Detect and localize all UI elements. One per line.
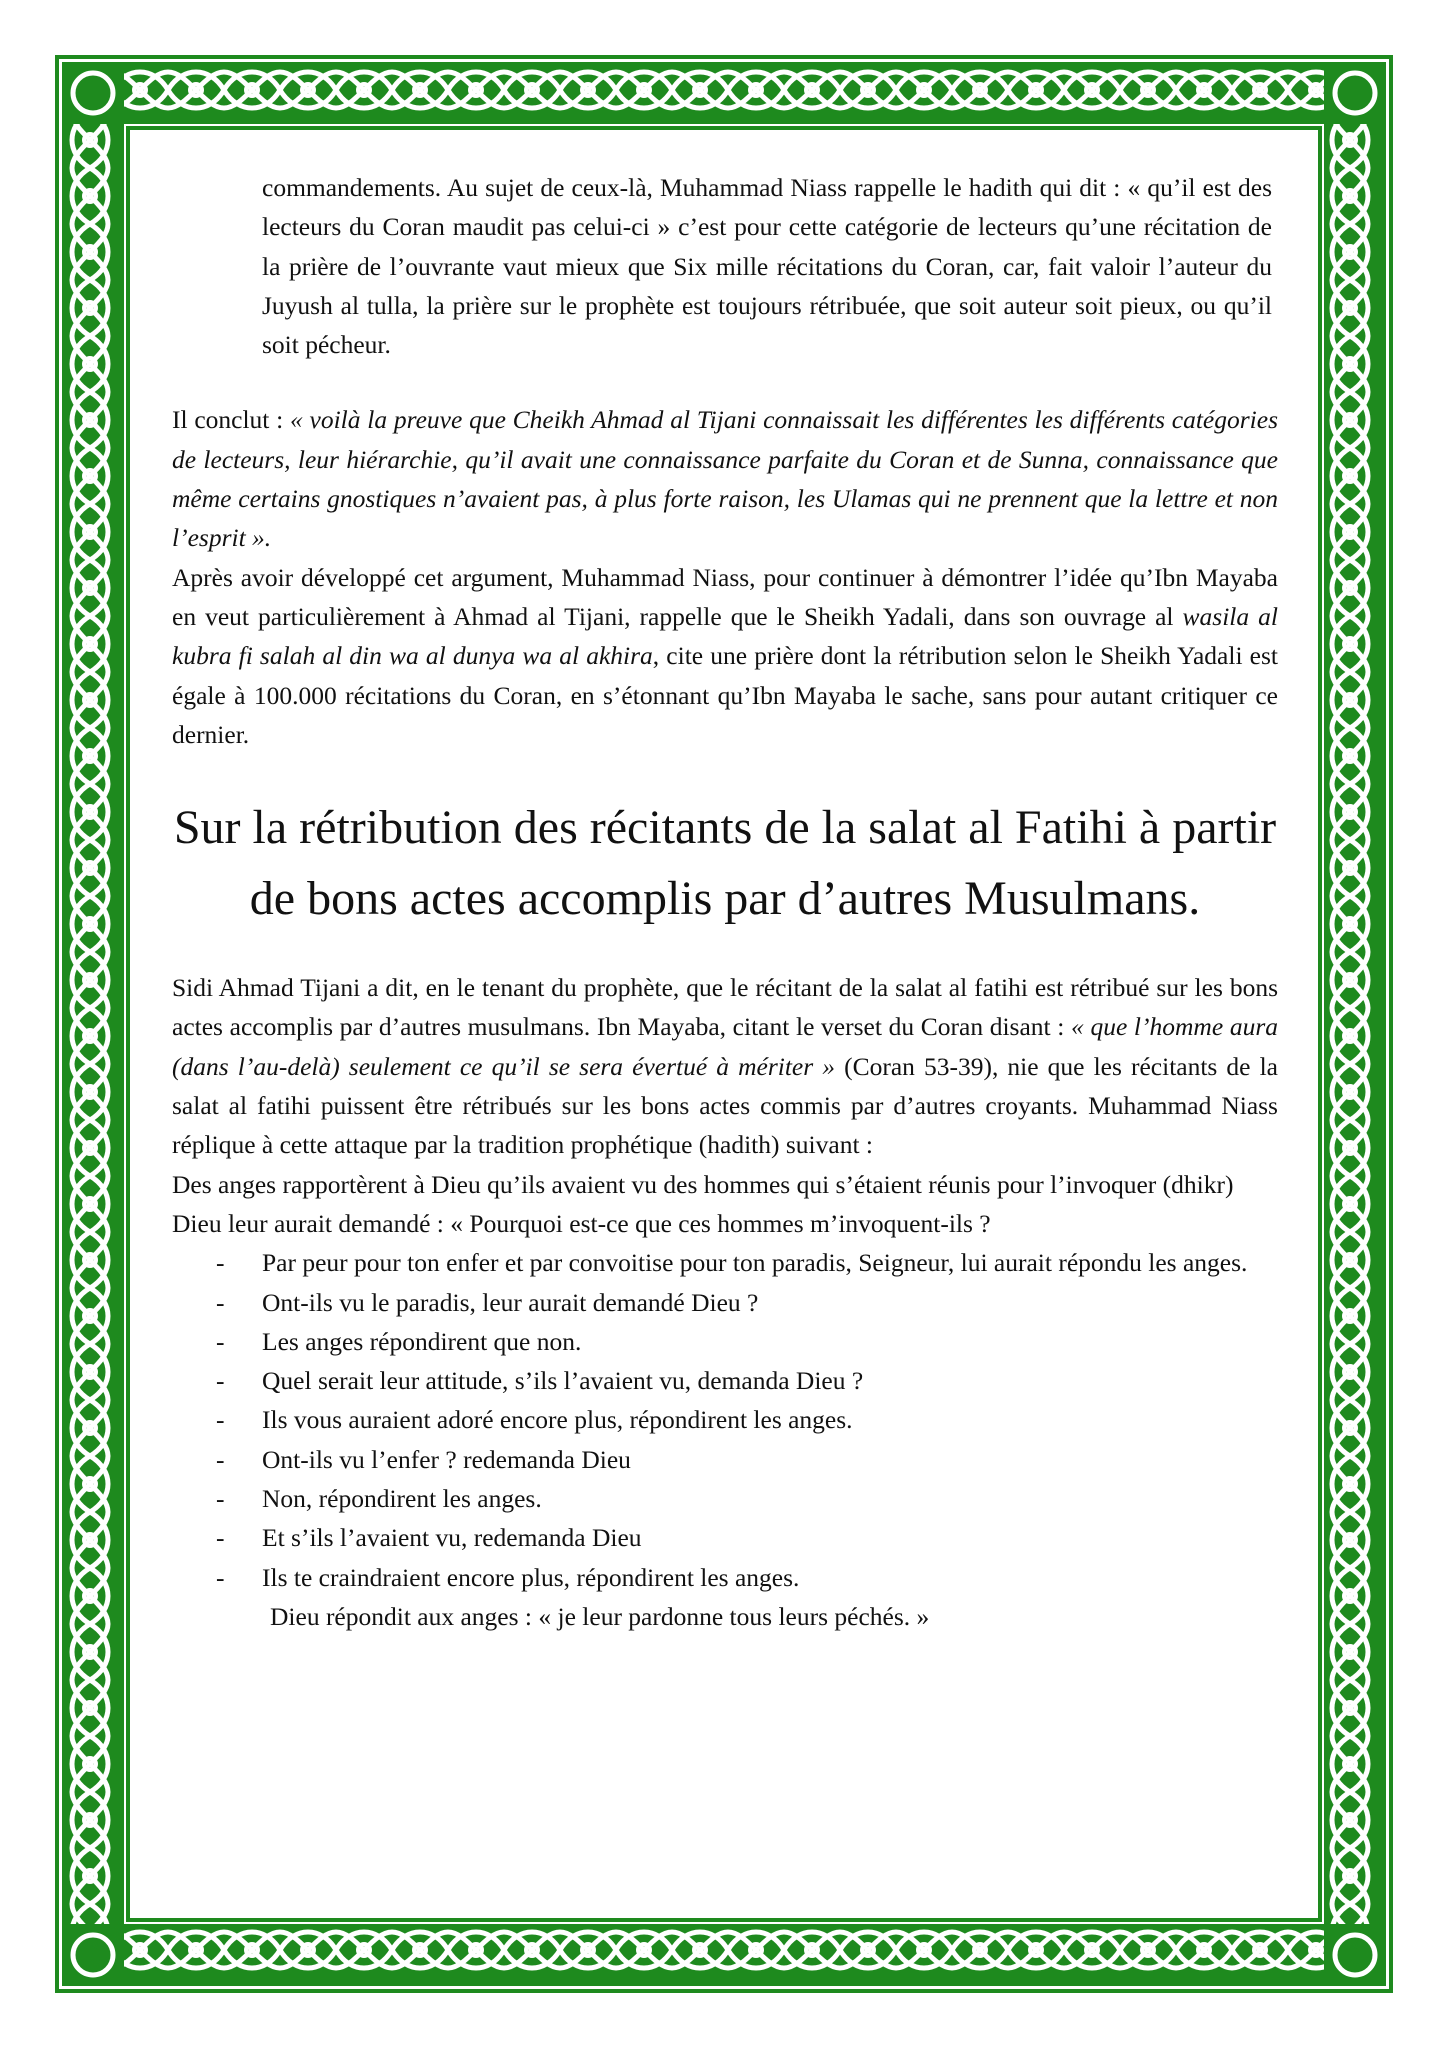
section-heading: Sur la rétribution des récitants de la salat al Fatihi à partir de bons actes accomplis par d’autres Musulmans. [173, 801, 1277, 926]
list-item-text: Les anges répondirent que non. [262, 1326, 582, 1356]
conclusion-paragraph [172, 400, 1278, 557]
section-body-before: Sidi Ahmad Tijani a dit, en le tenant du prophète, que le récitant de la salat al fatihi est rétribué sur les bons actes accomplis par d’autres musulmans. Ibn Mayaba, citant le verset du Coran disant : [172, 973, 1278, 1042]
dialogue-list [172, 1243, 1278, 1597]
angels-intro: Des anges rapportèrent à Dieu qu’ils avaient vu des hommes qui s’étaient réunis pour l’invoquer (dhikr) [172, 1169, 1234, 1199]
dash-marker: - [216, 1444, 225, 1474]
god-question: Dieu leur aurait demandé : « Pourquoi est-ce que ces hommes m’invoquent-ils ? [172, 1208, 991, 1238]
list-item [172, 1243, 1278, 1282]
list-item [172, 1322, 1278, 1361]
dash-marker: - [216, 1484, 225, 1514]
argument-text-after: , cite une prière dont la rétribution selon le Sheikh Yadali est égale à 100.000 récitations du Coran, en s’étonnant qu’Ibn Mayaba le sache, sans pour autant critiquer ce dernier. [172, 641, 1278, 749]
list-item-text: Ils vous auraient adoré encore plus, répondirent les anges. [262, 1405, 853, 1435]
list-item-text: Ils te craindraient encore plus, répondirent les anges. [262, 1562, 800, 1592]
dash-marker: - [216, 1287, 225, 1317]
list-item [172, 1283, 1278, 1322]
list-item-text: Non, répondirent les anges. [262, 1484, 542, 1514]
list-item [172, 1518, 1278, 1557]
list-item-text: Quel serait leur attitude, s’ils l’avaient vu, demanda Dieu ? [262, 1366, 864, 1396]
book-title: wasila al kubra fi salah al din wa al dunya wa al akhira [172, 601, 1278, 671]
page-content [172, 168, 1278, 1636]
list-item [172, 1361, 1278, 1400]
dash-marker: - [216, 1405, 225, 1435]
list-item [172, 1558, 1278, 1597]
conclusion-lead: Il conclut : [172, 405, 291, 435]
list-item-text: Ont-ils vu l’enfer ? redemanda Dieu [262, 1444, 631, 1474]
dash-marker: - [216, 1248, 225, 1278]
list-item-text: Par peur pour ton enfer et par convoitise pour ton paradis, Seigneur, lui aurait répondu les anges. [262, 1248, 1248, 1278]
intro-paragraph: commandements. Au sujet de ceux-là, Muhammad Niass rappelle le hadith qui dit : « qu’il est des lecteurs du Coran maudit pas celui-ci » c’est pour cette catégorie de lecteurs qu’une récitation de la prière de l’ouvrante vaut mieux que Six mille récitations du Coran, car, fait valoir l’auteur du Juyush al tulla, la prière sur le prophète est toujours rétribuée, que soit auteur soit pieux, ou qu’il soit pécheur. [262, 173, 1272, 360]
quran-quote: « que l’homme aura (dans l’au-delà) seulement ce qu’il se sera évertué à mériter » [172, 1012, 1278, 1081]
dash-marker: - [216, 1366, 225, 1396]
list-item-text: Et s’ils l’avaient vu, redemanda Dieu [262, 1523, 642, 1553]
list-item [172, 1479, 1278, 1518]
list-item [172, 1400, 1278, 1439]
closing-line: Dieu répondit aux anges : « je leur pardonne tous leurs péchés. » [270, 1601, 930, 1631]
argument-text-before: Après avoir développé cet argument, Muhammad Niass, pour continuer à démontrer l’idée qu’Ibn Mayaba en veut particulièrement à Ahmad al Tijani, rappelle que le Sheikh Yadali, dans son ouvrage al [172, 562, 1278, 631]
section-body-paragraph [172, 968, 1278, 1164]
list-item-text: Ont-ils vu le paradis, leur aurait demandé Dieu ? [262, 1287, 759, 1317]
conclusion-quote: « voilà la preuve que Cheikh Ahmad al Tijani connaissait les différentes les différents catégories de lecteurs, leur hiérarchie, qu’il avait une connaissance parfaite du Coran et de Sunna, connaissance que même certains gnostiques n’avaient pas, à plus forte raison, les Ulamas qui ne prennent que la lettre et non l’esprit ». [172, 405, 1279, 553]
argument-paragraph [172, 558, 1278, 754]
dash-marker: - [216, 1326, 225, 1356]
list-item [172, 1440, 1278, 1479]
section-body-after: (Coran 53-39), nie que les récitants de la salat al fatihi puissent être rétribués sur les bons actes commis par d’autres croyants. Muhammad Niass réplique à cette attaque par la tradition prophétique (hadith) suivant : [172, 1051, 1278, 1160]
dash-marker: - [216, 1562, 225, 1592]
dash-marker: - [216, 1523, 225, 1553]
